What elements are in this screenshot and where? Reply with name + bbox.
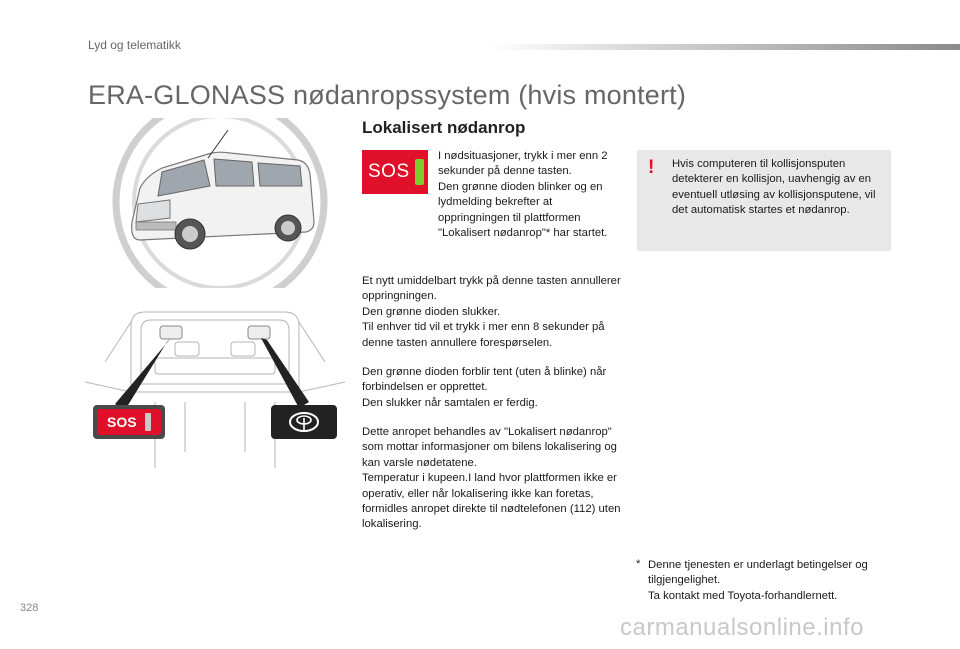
footnote-marker: * [636, 558, 641, 570]
page-title: ERA-GLONASS nødanropssystem (hvis montert) [88, 80, 687, 110]
warning-text: Hvis computeren til kollisjonsputen detekterer en kollisjon, uavhengig av en eventuell utløsing av kollisjonsputene, vil det automatisk startes et nødanrop. [672, 158, 876, 217]
left-lamp [160, 326, 182, 339]
right-lamp [248, 326, 270, 339]
exclamation-icon: ! [648, 157, 655, 178]
instruction-paragraph-3: Den grønne dioden forblir tent (uten å blinke) når forbindelsen er opprettet. Den slukker når samtalen er ferdig. [362, 366, 607, 409]
console-sos-label: SOS [107, 414, 137, 430]
instruction-paragraph-2: Et nytt umiddelbart trykk på denne tasten annullerer oppringningen. Den grønne dioden slukker. Til enhver tid vil et trykk i mer enn 8 sekunder på denne tasten annullere forespørselen. [362, 275, 621, 349]
section-label: Lyd og telematikk [88, 38, 181, 52]
page-number: 328 [20, 602, 39, 614]
console-sketch [85, 312, 345, 468]
instruction-paragraph-1: I nødsituasjoner, trykk i mer enn 2 sekunder på denne tasten. Den grønne dioden blinker og en lydmelding bekrefter at oppringningen til plattformen "Lokalisert nødanrop"* har startet. [438, 150, 608, 240]
van-illustration [100, 118, 340, 288]
right-pointer-arrow [261, 338, 309, 408]
console-toyota-button [271, 405, 337, 439]
overhead-console-illustration [85, 302, 345, 470]
green-led-icon [415, 159, 424, 185]
footnote-text: Denne tjenesten er underlagt betingelser og tilgjengelighet. Ta kontakt med Toyota-forhandlernett. [648, 559, 868, 602]
instruction-paragraph-4: Dette anropet behandles av "Lokalisert nødanrop" som mottar informasjoner om bilens lokalisering og kan varsle nødetatene. Temperatur i kupeen.I land hvor plattformen ikke er operativ, eller når lokalisering ikke kan foretas, formidles anropet direkte til nødtelefonen (112) uten lokalisering. [362, 426, 621, 531]
sos-label: SOS [368, 161, 410, 182]
header-bar [490, 44, 960, 50]
console-sos-button [93, 405, 165, 439]
section-subtitle: Lokalisert nødanrop [362, 118, 526, 137]
sos-button-icon [362, 150, 428, 194]
watermark: carmanualsonline.info [620, 614, 864, 641]
